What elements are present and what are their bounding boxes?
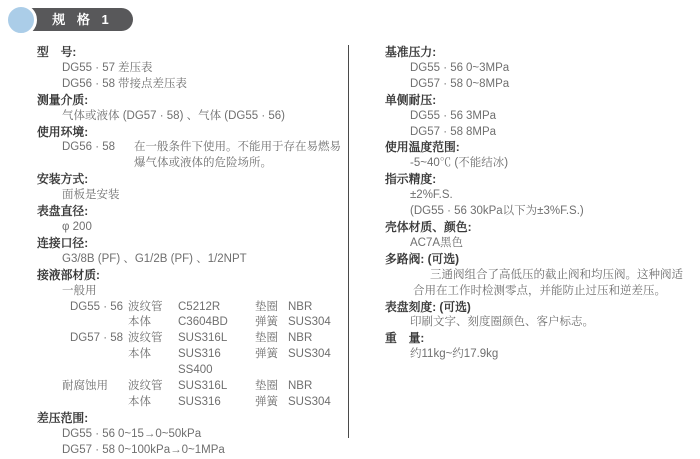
section-heading: 型 号: [37,45,77,59]
table-cell: 本体 [128,395,151,408]
material-table [37,300,345,411]
table-cell: C3604BD [178,316,228,329]
table-row [62,331,345,347]
table-row [62,347,345,379]
section-case-material [385,220,687,252]
spec-row [385,109,687,125]
spec-row [37,443,345,459]
spec-value: 0~8MPa [466,77,510,90]
table-cell: 本体 [128,316,151,329]
section-heading: 测量介质: [37,92,89,107]
table-cell: NBR [288,380,313,393]
spec-label: DG57 · 58 [410,77,464,90]
table-row [62,379,345,395]
table-row [62,395,345,411]
spec-label: DG56 · 58 [62,77,116,90]
spec-row [385,77,687,93]
table-cell [62,395,128,411]
section-one-side-pressure [385,93,687,141]
group-label: 一般用 [62,284,97,297]
section-heading: 重 量: [385,331,425,346]
section-heading: 连接口径: [37,235,89,250]
spec-label: DG55 · 56 [410,109,464,122]
table-cell: C5212R [178,300,221,313]
table-cell: NBR [288,332,313,345]
spec-value: 0~100kPa→0~1MPa [118,443,225,456]
table-cell: 弹簧 [255,348,278,361]
spec-line: G3/8B (PF) 、G1/2B (PF) 、1/2NPT [62,252,247,265]
table-cell: 垫圈 [255,380,278,393]
table-cell: SUS304 [288,395,331,408]
spec-label: DG57 · 58 [62,443,116,456]
spec-row [37,427,345,443]
table-cell: SUS316L [178,332,228,345]
section-wetted-materials [37,268,345,411]
section-heading: 单侧耐压: [385,92,437,107]
section-dial-scale [385,300,687,332]
spec-value: 3MPa [466,109,497,122]
table-cell: 弹簧 [255,316,278,329]
spec-line: ±2%F.S. [410,189,453,202]
table-cell: DG57 · 58 [70,332,124,345]
section-model [37,45,345,93]
table-row [62,315,345,331]
table-cell: 耐腐蚀用 [62,380,108,393]
spec-label: DG57 · 58 [410,125,464,138]
section-heading: 使用环境: [37,124,89,139]
page-title: 规 格 1 [20,8,133,31]
section-ref-pressure [385,45,687,93]
spec-row [385,125,687,141]
spec-line: 印刷文字、刻度圈颜色、客户标志。 [410,316,594,329]
spec-line: φ 200 [62,220,92,233]
table-row [62,300,345,316]
table-cell: 垫圈 [255,332,278,345]
section-heading: 使用温度范围: [385,140,460,155]
spec-line: 气体或液体 (DG57 · 58) 、气体 (DG55 · 56) [62,109,286,122]
spec-line: 面板是安装 [62,189,120,202]
table-cell [62,315,128,331]
table-cell: DG55 · 56 [70,300,124,313]
table-cell: 波纹管 [128,380,163,393]
table-cell: 垫圈 [255,300,278,313]
section-manifold-valve [385,252,687,300]
table-cell [62,347,128,379]
spec-row [37,61,345,77]
table-cell: SUS316L [178,380,228,393]
table-cell: NBR [288,300,313,313]
table-cell: SUS316 SS400 [178,348,221,377]
spec-row [37,77,345,93]
table-cell: SUS304 [288,316,331,329]
spec-line: AC7A黑色 [410,236,464,249]
spec-value: 带接点差压表 [118,77,187,90]
spec-label: DG55 · 56 [410,61,464,74]
section-temp-range [385,140,687,172]
right-column [385,45,687,363]
spec-value: 差压表 [118,61,153,74]
spec-value: 0~3MPa [466,61,510,74]
section-heading: 多路阀: (可选) [385,251,460,266]
table-cell: SUS316 [178,395,221,408]
spec-label: DG55 · 56 [62,427,116,440]
section-environment [37,125,345,173]
column-divider [348,45,349,438]
spec-label: DG55 · 57 [62,61,116,74]
spec-value: 8MPa [466,125,497,138]
spec-line: 约11kg~约17.9kg [410,348,499,361]
section-dial-diameter [37,204,345,236]
spec-line: -5~40℃ (不能结冰) [410,157,509,170]
section-heading: 差压范围: [37,410,89,425]
section-medium [37,93,345,125]
section-dp-range [37,411,345,459]
section-connection [37,236,345,268]
section-accuracy [385,172,687,220]
spec-label: DG56 · 58 [62,141,116,154]
spec-row [37,140,345,172]
spec-line: (DG55 · 56 30kPa以下为±3%F.S.) [410,205,584,218]
section-heading: 安装方式: [37,172,89,187]
section-weight [385,331,687,363]
table-cell: SUS304 [288,348,331,361]
left-column [37,45,345,459]
section-mounting [37,172,345,204]
spec-row [385,61,687,77]
badge-circle-icon [5,4,37,36]
table-cell: 弹簧 [255,395,278,408]
section-heading: 壳体材质、颜色: [385,219,472,234]
spec-paragraph: 三通阀组合了高低压的截止阀和均压阀。这种阀适合用在工作时检测零点，并能防止过压和逆差压。 [413,268,683,297]
table-cell: 波纹管 [128,300,163,313]
section-heading: 表盘直径: [37,204,89,219]
section-badge [0,0,200,40]
table-cell: 本体 [128,348,151,361]
spec-value: 0~15→0~50kPa [118,427,202,440]
section-heading: 指示精度: [385,172,437,187]
table-cell: 波纹管 [128,332,163,345]
spec-value: 在一般条件下使用。不能用于存在易燃易爆气体或液体的危险场所。 [134,141,341,170]
section-heading: 接液部材质: [37,267,100,282]
section-heading: 表盘刻度: (可选) [385,299,471,314]
section-heading: 基准压力: [385,45,437,59]
